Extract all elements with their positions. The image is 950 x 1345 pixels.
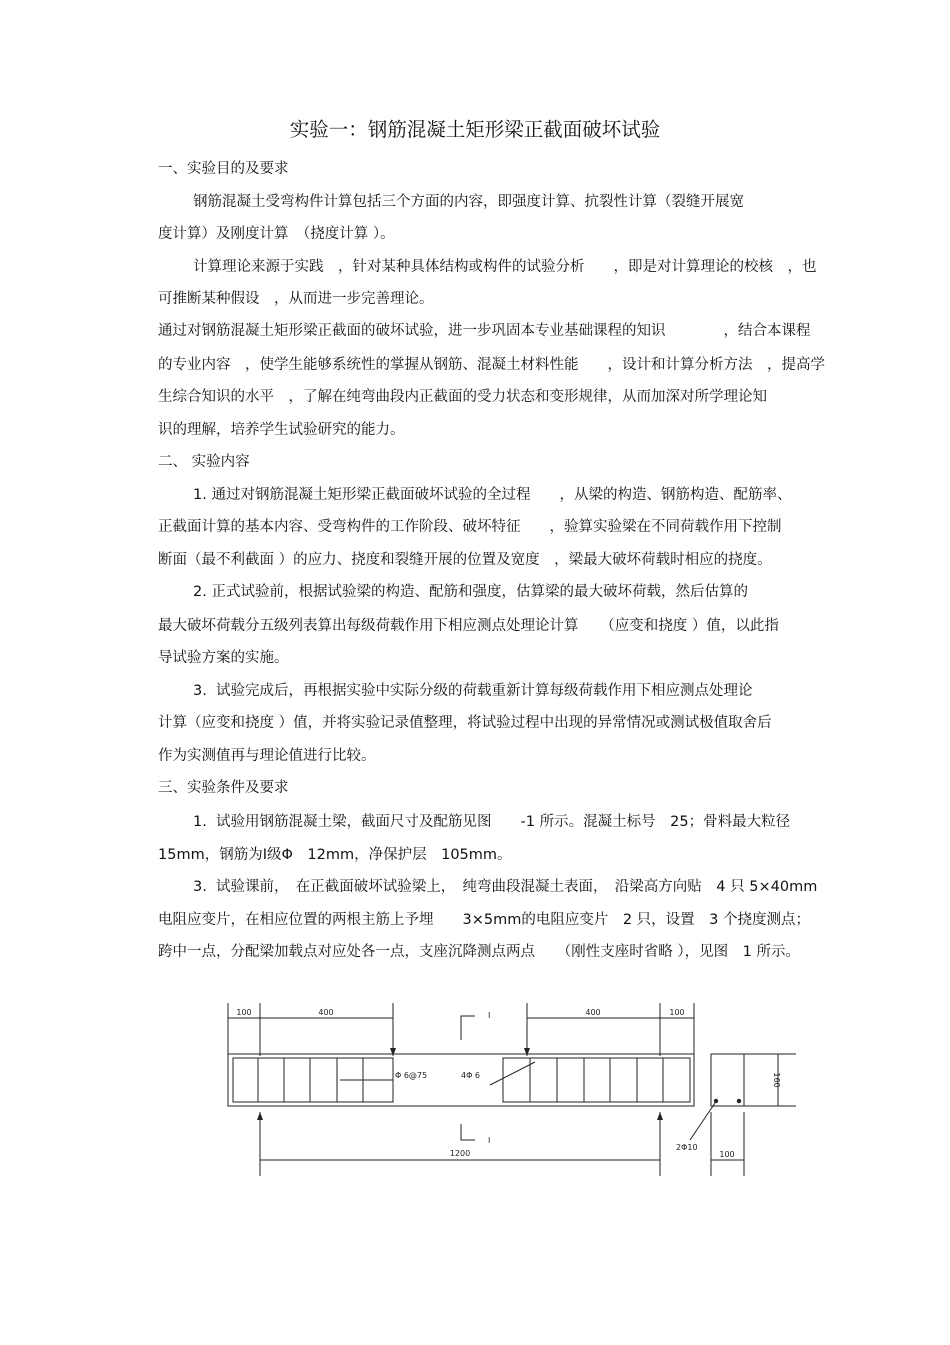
- dim-400-right: 400: [585, 1008, 601, 1017]
- section-mark-top: I: [488, 1011, 491, 1020]
- paragraph-line: 作为实测值再与理论值进行比较。: [158, 748, 376, 764]
- paragraph-line: 跨中一点，分配梁加载点对应处各一点，支座沉降测点两点 （刚性支座时省略 ），见图 1 所示。: [158, 944, 800, 960]
- paragraph-line: 断面（最不利截面 ）的应力、挠度和裂缝开展的位置及宽度 ，梁最大破坏荷载时相应的挠度。: [158, 552, 772, 568]
- section-height-label: 160: [772, 1072, 781, 1088]
- dim-100-right: 100: [669, 1008, 685, 1017]
- paragraph-line: 钢筋混凝土受弯构件计算包括三个方面的内容，即强度计算、抗裂性计算（裂缝开展宽: [193, 194, 744, 210]
- dim-100-left: 100: [236, 1008, 252, 1017]
- section-heading-2: 二、 实验内容: [158, 454, 250, 470]
- section-width-label: 100: [719, 1150, 735, 1159]
- dim-400-left: 400: [318, 1008, 334, 1017]
- paragraph-line: 的专业内容 ，使学生能够系统性的掌握从钢筋、混凝土材料性能 ，设计和计算分析方法 ，提高学: [158, 357, 825, 373]
- paragraph-line: 通过对钢筋混凝土矩形梁正截面的破坏试验，进一步巩固本专业基础课程的知识 ，结合本课程: [158, 323, 811, 339]
- paragraph-line: 15mm，钢筋为Ⅰ级Φ 12mm，净保护层 105mm。: [158, 847, 512, 863]
- document-title: 实验一：钢筋混凝土矩形梁正截面破坏试验: [289, 118, 661, 141]
- paragraph-line: 1. 试验用钢筋混凝土梁，截面尺寸及配筋见图 -1 所示。混凝土标号 25；骨料最大粒径: [193, 814, 791, 830]
- span-label: 1200: [449, 1149, 471, 1158]
- bottom-bar-label: 2Φ10: [676, 1143, 698, 1152]
- section-heading-3: 三、实验条件及要求: [158, 780, 289, 796]
- paragraph-line: 3. 试验完成后，再根据实验中实际分级的荷载重新计算每级荷载作用下相应测点处理论: [193, 683, 753, 699]
- paragraph-line: 正截面计算的基本内容、受弯构件的工作阶段、破坏特征 ，验算实验梁在不同荷载作用下控制: [158, 519, 782, 535]
- paragraph-line: 2. 正式试验前，根据试验梁的构造、配筋和强度，估算梁的最大破坏荷载，然后估算的: [193, 584, 748, 600]
- paragraph-line: 生综合知识的水平 ，了解在纯弯曲段内正截面的受力状态和变形规律，从而加深对所学理论知: [158, 389, 767, 405]
- paragraph-line: 识的理解，培养学生试验研究的能力。: [158, 422, 405, 438]
- paragraph-line: 计算理论来源于实践 ，针对某种具体结构或构件的试验分析 ，即是对计算理论的校核 ，也: [193, 259, 817, 275]
- top-bar-label: 4Φ 6: [461, 1071, 481, 1080]
- paragraph-line: 最大破坏荷载分五级列表算出每级荷载作用下相应测点处理论计算 （应变和挠度 ）值，以此指: [158, 618, 779, 634]
- section-heading-1: 一、实验目的及要求: [158, 161, 289, 177]
- paragraph-line: 3. 试验课前， 在正截面破坏试验梁上， 纯弯曲段混凝土表面， 沿梁高方向贴 4 只 5×40mm: [193, 879, 818, 895]
- paragraph-line: 导试验方案的实施。: [158, 650, 289, 666]
- section-mark-bottom: I: [488, 1136, 491, 1145]
- paragraph-line: 电阻应变片，在相应位置的两根主筋上予埋 3×5mm的电阻应变片 2 只，设置 3 个挠度测点；: [158, 912, 811, 928]
- paragraph-line: 可推断某种假设 ，从而进一步完善理论。: [158, 291, 434, 307]
- paragraph-line: 1. 通过对钢筋混凝土矩形梁正截面破坏试验的全过程 ，从梁的构造、钢筋构造、配筋率、: [193, 487, 792, 503]
- paragraph-line: 计算（应变和挠度 ）值，并将实验记录值整理，将试验过程中出现的异常情况或测试极值取舍后: [158, 715, 772, 731]
- stirrup-label: Φ 6@75: [395, 1071, 428, 1080]
- paragraph-line: 度计算）及刚度计算 （挠度计算 ）。: [158, 226, 395, 242]
